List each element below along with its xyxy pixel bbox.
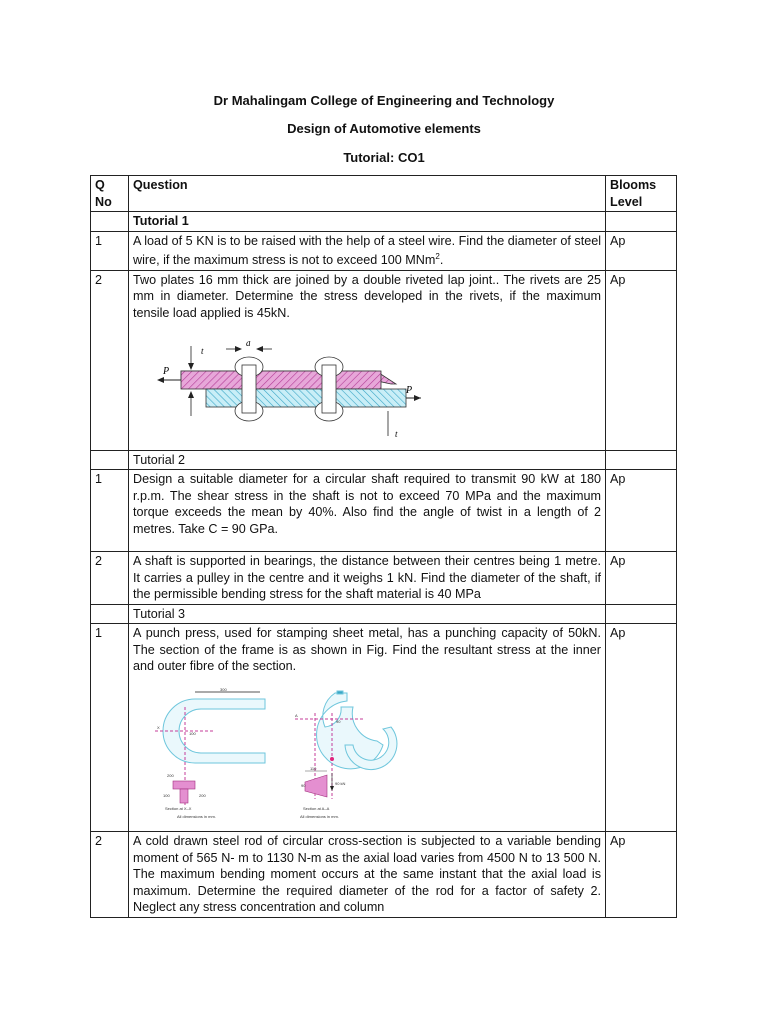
section-row [91,212,677,232]
dim-label: 90 [301,782,306,788]
section-mark: A [295,712,298,718]
section-title: Tutorial 2 [129,450,606,470]
blooms-level: Ap [606,470,677,552]
question-text: A load of 5 KN is to be raised with the help of a steel wire. Find the diameter of steel wire, if the maximum stress is not to exceed 100 MNm$^2$. [129,231,606,270]
frame-section-left [155,692,265,807]
tutorial-title: Tutorial: CO1 [343,150,425,165]
college-name: Dr Mahalingam College of Engineering and Technology [213,93,555,108]
question-text: Design a suitable diameter for a circular shaft required to transmit 90 kW at 180 r.p.m. The shear stress in the shaft is not to exceed 70 MPa and the maximum torque exceeds the mean by 40%. Also find the angle of twist in a length of 2 metres. Take C = 90 GPa. [129,470,606,552]
thickness-label: t [395,429,398,440]
course-title: Design of Automotive elements [287,121,481,136]
trapezoid-section [305,775,327,797]
question-number: 2 [91,832,129,918]
question-number: 2 [91,270,129,450]
dim-label: 100 [189,730,196,736]
dims-note: All dimensions in mm. [300,813,339,819]
table-row [91,552,677,605]
col-header-no: Q No [91,176,129,212]
section-row [91,604,677,624]
question-number: 1 [91,624,129,832]
section-title: Tutorial 3 [129,604,606,624]
dims-note: All dimensions in mm. [177,813,216,819]
col-header-question: Question [129,176,606,212]
table-row [91,624,677,832]
blooms-level: Ap [606,552,677,605]
frame-section-right [317,691,397,770]
dim-label: 300 [220,686,227,692]
question-number: 1 [91,231,129,270]
section-caption: Section at X–X [165,805,192,811]
dim-label: 100 [163,792,170,798]
blooms-level: Ap [606,832,677,918]
question-number: 2 [91,552,129,605]
thickness-label: t [201,346,204,357]
dim-label: 200 [167,772,174,778]
diameter-label: d [246,341,251,349]
question-table [90,175,677,918]
load-label-right: P [406,385,413,397]
load-point [330,757,334,761]
dim-label: 200 [199,792,206,798]
dim-label: 90 [336,718,341,724]
question-text: A punch press, used for stamping sheet metal, has a punching capacity of 50kN. The section of the frame is as shown in Fig. Find the resultant stress at the inner and outer fibre of the section. [133,626,601,674]
table-header-row [91,176,677,212]
section-row [91,450,677,470]
load-label-left: P [163,366,170,378]
table-row [91,270,677,450]
blooms-level: Ap [606,624,677,832]
table-row [91,470,677,552]
col-header-blooms: Blooms Level [606,176,677,212]
question-cell [129,624,606,832]
bottom-plate [206,389,406,407]
question-text: A cold drawn steel rod of circular cross-section is subjected to a variable bending moment of 565 N- m to 1130 N-m as the axial load varies from 4500 N to 13 500 N. The maximum bending moment occurs at the same instant that the axial load is maximum. Determine the required diameter of the rod for a factor of safety 2. Neglect any stress concentration and column [129,832,606,918]
table-row [91,231,677,270]
load-label: 90 kN [335,780,346,786]
blooms-level: Ap [606,231,677,270]
blooms-level: Ap [606,270,677,450]
question-text: Two plates 16 mm thick are joined by a double riveted lap joint.. The rivets are 25 mm in diameter. Determine the stress developed in the rivets, if the maximum tensile load applied is 45kN. [133,272,601,320]
question-text: A shaft is supported in bearings, the distance between their centres being 1 metre. It carries a pulley in the centre and it weighs 1 kN. Find the diameter of the shaft, if the permissible bending stress for the shaft material is 40 MPa [129,552,606,605]
dim-label: 110 [310,765,317,771]
question-cell [129,270,606,450]
riveted-joint-figure [151,341,421,441]
table-row [91,832,677,918]
section-title: Tutorial 1 [129,212,606,232]
t-section [173,781,195,803]
section-mark: X [157,724,160,730]
question-number: 1 [91,470,129,552]
section-caption: Section at A–A [303,805,330,811]
punch-press-frame-figure [155,687,415,819]
